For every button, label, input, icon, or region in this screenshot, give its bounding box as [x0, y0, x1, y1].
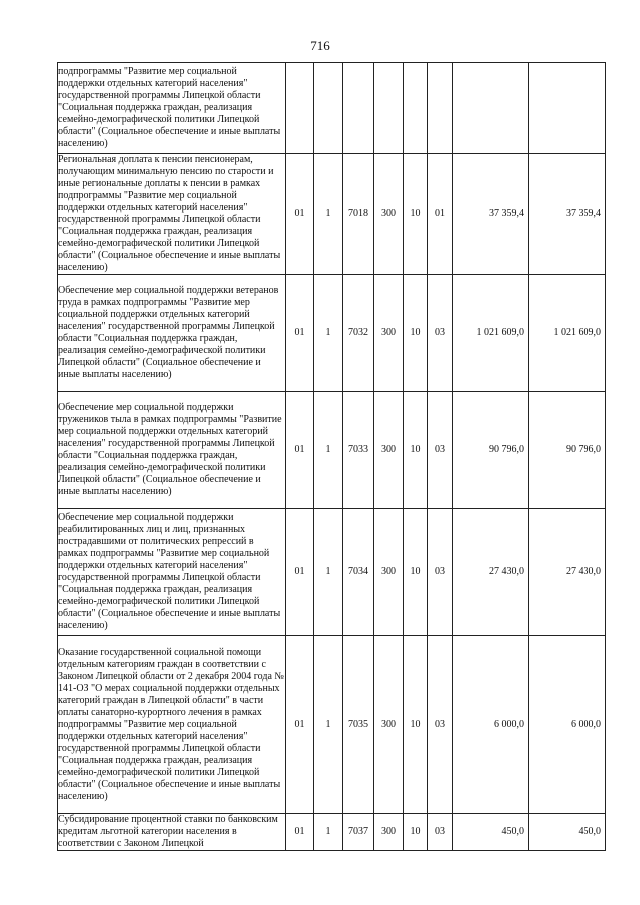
- subprogram-code: 1: [314, 275, 343, 392]
- table-row: [58, 814, 606, 851]
- table-row: [58, 636, 606, 814]
- amount-2020: 1 021 609,0: [529, 275, 606, 392]
- row-description: Региональная доплата к пенсии пенсионерам, получающим минимальную пенсию по старости и иные региональные доплаты к пенсии в рамках подпрограммы "Развитие мер социальной поддержки отдельных категорий населения" государственной программы Липецкой области "Социальная поддержка граждан, реализация семейно-демографической политики Липецкой области" (Социальное обеспечение и иные выплаты населению): [58, 154, 286, 275]
- table-row: [58, 154, 606, 275]
- subprogram-code: 1: [314, 154, 343, 275]
- section-code: 10: [404, 154, 428, 275]
- subprogram-code: 1: [314, 509, 343, 636]
- table-row: [58, 275, 606, 392]
- program-code: 01: [286, 392, 314, 509]
- subsection-code: 01: [428, 154, 453, 275]
- subsection-code: 03: [428, 275, 453, 392]
- expense-type-code: 300: [374, 154, 404, 275]
- section-code: 10: [404, 275, 428, 392]
- direction-code: 7032: [343, 275, 374, 392]
- program-code: 01: [286, 154, 314, 275]
- section-code: 10: [404, 509, 428, 636]
- subsection-code: 03: [428, 636, 453, 814]
- direction-code: 7018: [343, 154, 374, 275]
- amount-2020: 37 359,4: [529, 154, 606, 275]
- amount-2019: [453, 63, 529, 154]
- budget-table: [57, 62, 606, 851]
- direction-code: 7034: [343, 509, 374, 636]
- subsection-code: 03: [428, 392, 453, 509]
- amount-2020: 6 000,0: [529, 636, 606, 814]
- program-code: 01: [286, 509, 314, 636]
- subprogram-code: 1: [314, 636, 343, 814]
- subprogram-code: [314, 63, 343, 154]
- row-description: подпрограммы "Развитие мер социальной поддержки отдельных категорий населения" государственной программы Липецкой области "Социальная поддержка граждан, реализация семейно-демографической политики Липецкой области" (Социальное обеспечение и иные выплаты населению): [58, 63, 286, 154]
- section-code: 10: [404, 814, 428, 851]
- table-row: [58, 63, 606, 154]
- section-code: [404, 63, 428, 154]
- amount-2020: 450,0: [529, 814, 606, 851]
- amount-2019: 450,0: [453, 814, 529, 851]
- direction-code: 7033: [343, 392, 374, 509]
- page-number: 716: [310, 38, 330, 53]
- amount-2019: 90 796,0: [453, 392, 529, 509]
- amount-2019: 37 359,4: [453, 154, 529, 275]
- row-description: Обеспечение мер социальной поддержки реабилитированных лиц и лиц, признанных пострадавшими от политических репрессий в рамках подпрограммы "Развитие мер социальной поддержки отдельных категорий населения" государственной программы Липецкой области "Социальная поддержка граждан, реализация семейно-демографической политики Липецкой области" (Социальное обеспечение и иные выплаты населению): [58, 509, 286, 636]
- amount-2019: 6 000,0: [453, 636, 529, 814]
- row-description: Оказание государственной социальной помощи отдельным категориям граждан в соответствии с Законом Липецкой области от 2 декабря 2004 года № 141-ОЗ "О мерах социальной поддержки отдельных категорий граждан в Липецкой области" в части оплаты санаторно-курортного лечения в рамках подпрограммы "Развитие мер социальной поддержки отдельных категорий населения" государственной программы Липецкой области "Социальная поддержка граждан, реализация семейно-демографической политики Липецкой области" (Социальное обеспечение и иные выплаты населению): [58, 636, 286, 814]
- subprogram-code: 1: [314, 814, 343, 851]
- program-code: [286, 63, 314, 154]
- subsection-code: 03: [428, 509, 453, 636]
- table-row: [58, 392, 606, 509]
- program-code: 01: [286, 275, 314, 392]
- direction-code: 7037: [343, 814, 374, 851]
- expense-type-code: [374, 63, 404, 154]
- row-description: Обеспечение мер социальной поддержки тружеников тыла в рамках подпрограммы "Развитие мер социальной поддержки отдельных категорий населения" государственной программы Липецкой области "Социальная поддержка граждан, реализация семейно-демографической политики Липецкой области" (Социальное обеспечение и иные выплаты населению): [58, 392, 286, 509]
- direction-code: [343, 63, 374, 154]
- expense-type-code: 300: [374, 275, 404, 392]
- subsection-code: [428, 63, 453, 154]
- amount-2020: [529, 63, 606, 154]
- program-code: 01: [286, 814, 314, 851]
- amount-2019: 27 430,0: [453, 509, 529, 636]
- subprogram-code: 1: [314, 392, 343, 509]
- amount-2020: 27 430,0: [529, 509, 606, 636]
- row-description: Обеспечение мер социальной поддержки ветеранов труда в рамках подпрограммы "Развитие мер социальной поддержки отдельных категорий населения" государственной программы Липецкой области "Социальная поддержка граждан, реализация семейно-демографической политики Липецкой области" (Социальное обеспечение и иные выплаты населению): [58, 275, 286, 392]
- subsection-code: 03: [428, 814, 453, 851]
- expense-type-code: 300: [374, 509, 404, 636]
- amount-2019: 1 021 609,0: [453, 275, 529, 392]
- section-code: 10: [404, 392, 428, 509]
- amount-2020: 90 796,0: [529, 392, 606, 509]
- expense-type-code: 300: [374, 636, 404, 814]
- expense-type-code: 300: [374, 392, 404, 509]
- table-row: [58, 509, 606, 636]
- program-code: 01: [286, 636, 314, 814]
- row-description: Субсидирование процентной ставки по банковским кредитам льготной категории населения в соответствии с Законом Липецкой: [58, 814, 286, 851]
- direction-code: 7035: [343, 636, 374, 814]
- expense-type-code: 300: [374, 814, 404, 851]
- section-code: 10: [404, 636, 428, 814]
